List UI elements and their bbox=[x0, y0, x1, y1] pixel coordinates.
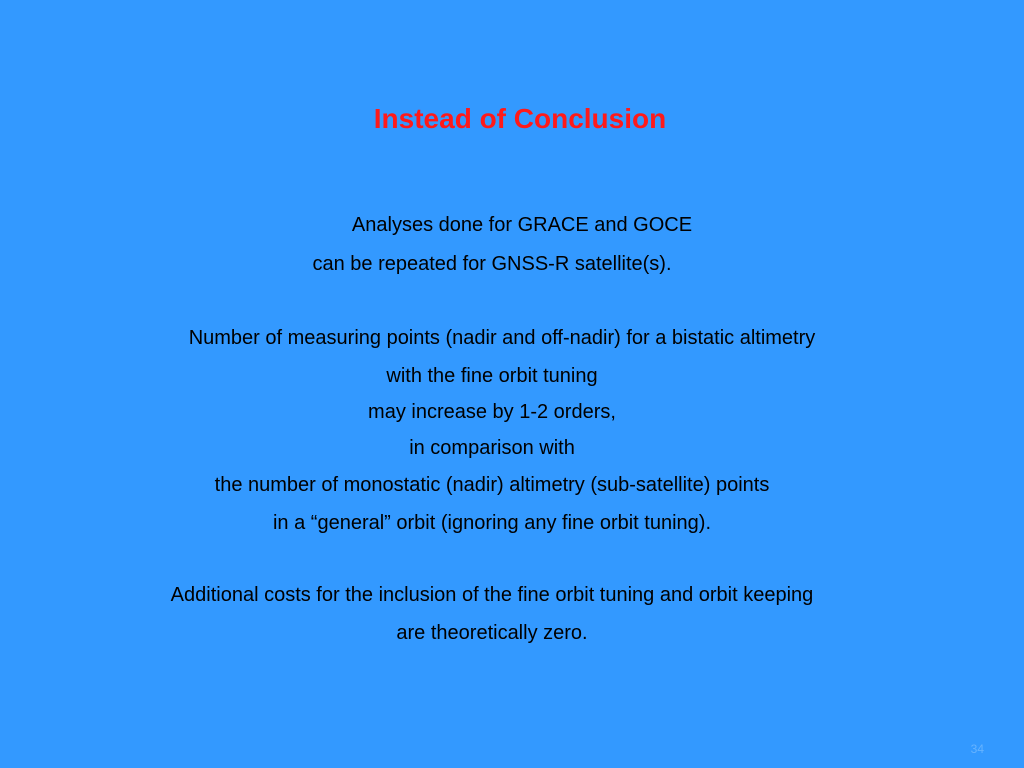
paragraph-2-line-2: with the fine orbit tuning bbox=[386, 365, 598, 387]
paragraph-2-line-4: in comparison with bbox=[409, 437, 575, 459]
paragraph-3-line-1: Additional costs for the inclusion of the fine orbit tuning and orbit keeping bbox=[170, 584, 814, 606]
paragraph-2-line-3: may increase by 1-2 orders, bbox=[368, 401, 616, 423]
paragraph-3-line-2: are theoretically zero. bbox=[396, 622, 588, 644]
page-number: 34 bbox=[970, 742, 984, 756]
slide-title: Instead of Conclusion bbox=[373, 103, 667, 134]
paragraph-2-line-6: in a “general” orbit (ignoring any fine orbit tuning). bbox=[272, 512, 712, 534]
paragraph-2-line-5: the number of monostatic (nadir) altimetry (sub-satellite) points bbox=[214, 474, 770, 496]
paragraph-1-line-2: can be repeated for GNSS-R satellite(s). bbox=[312, 253, 672, 275]
paragraph-1-line-1: Analyses done for GRACE and GOCE bbox=[351, 214, 693, 236]
paragraph-2-line-1: Number of measuring points (nadir and off-nadir) for a bistatic altimetry bbox=[188, 327, 816, 349]
